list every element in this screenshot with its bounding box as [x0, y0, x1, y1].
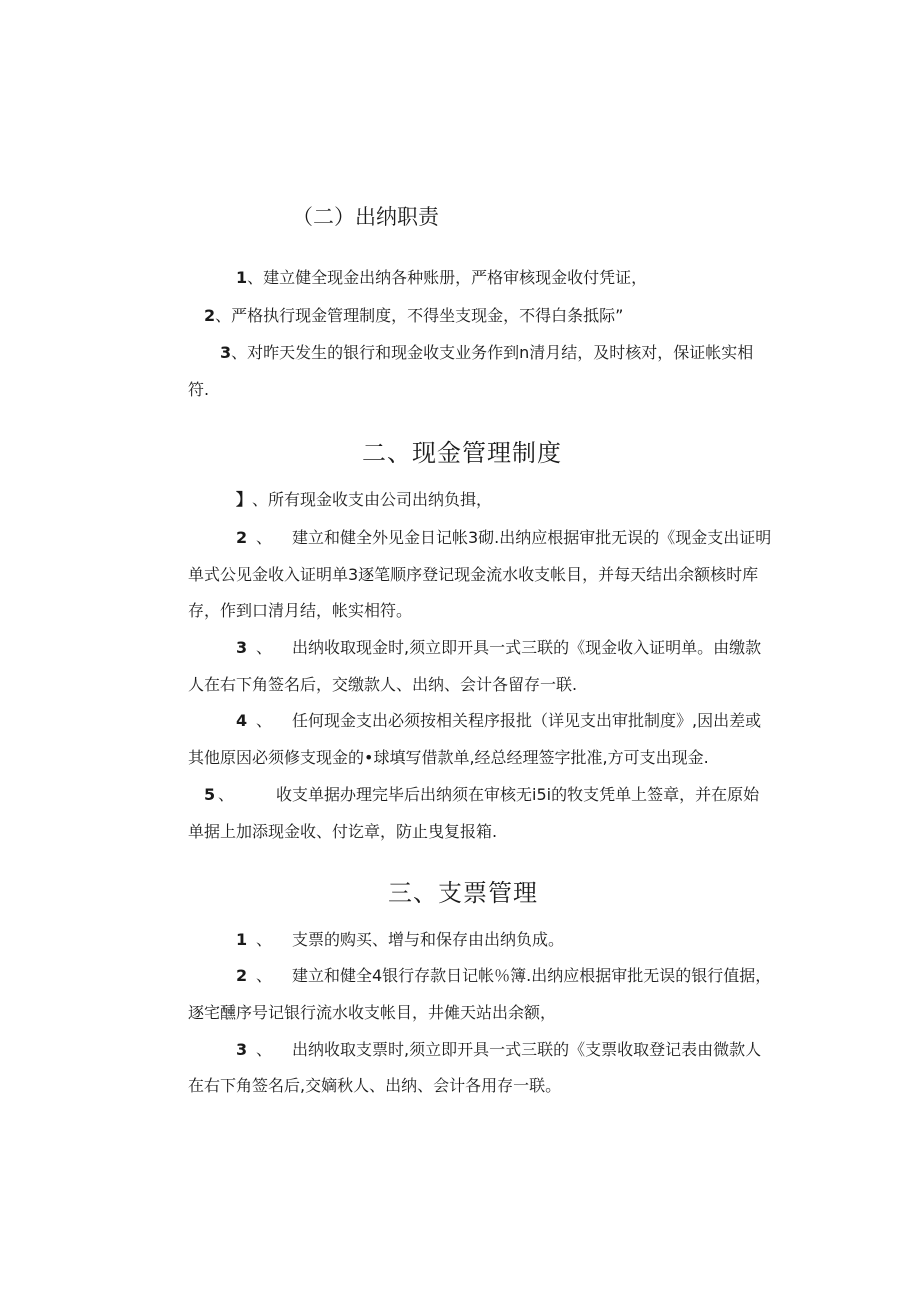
item-separator: 、	[256, 966, 273, 985]
item-text: 建立和健全4银行存款日记帐％簿.出纳应根据审批无误的银行值据，	[292, 966, 772, 985]
cashier-duties-heading: （二）出纳职责	[292, 205, 439, 229]
cheque-management-heading: 三、支票管理	[388, 879, 538, 907]
cash-item-5-line-2: 单据上加添现金收、付讫章，防止曳复报箱.	[188, 822, 498, 841]
item-separator: 、	[231, 343, 248, 362]
cashier-item-1	[236, 268, 647, 288]
item-number: 2	[236, 966, 248, 985]
item-text: 支票的购买、增与和保存由出纳负成。	[292, 930, 565, 949]
item-separator: 、	[252, 490, 269, 509]
item-separator: 、	[256, 930, 273, 949]
item-text: 建立和健全外见金日记帐3砌.出纳应根据审批无误的《现金支出证明	[292, 528, 772, 547]
item-separator: 、	[256, 1040, 273, 1059]
item-text: 对昨天发生的银行和现金收支业务作到n清月结，及时核对，保证帐实相	[247, 343, 754, 362]
item-separator: 、	[256, 638, 273, 657]
cash-item-1	[236, 490, 492, 510]
item-number: 4	[236, 711, 248, 730]
cash-item-4-line-2: 其他原因必须修支现金的•球填写借款单,经总经理签字批准,方可支出现金.	[188, 748, 709, 767]
item-separator: 、	[256, 711, 273, 730]
item-text: 严格执行现金管理制度，不得坐支现金，不得白条抵际”	[231, 306, 624, 325]
item-text: 建立健全现金出纳各种账册，严格审核现金收付凭证，	[263, 268, 648, 287]
cash-item-3-line-2: 人在右下角签名后，交缴款人、出纳、会计各留存一联.	[188, 675, 578, 694]
cash-item-2-line-2: 单式公见金收入证明单3逐笔顺序登记现金流水收支帐目，并每天结出余额核时库	[188, 565, 759, 584]
item-text: 收支单据办理完毕后出纳须在审核无i5i的牧支凭单上签章，并在原始	[276, 785, 760, 804]
cheque-item-2	[236, 966, 771, 986]
item-text: 任何现金支出必须按相关程序报批（详见支出审批制度》,因出差或	[292, 711, 762, 730]
item-separator: 、	[218, 785, 235, 804]
cash-item-5	[204, 785, 759, 805]
cashier-item-3-continued: 符.	[188, 380, 210, 399]
item-separator: 、	[215, 306, 232, 325]
item-text: 所有现金收支由公司出纳负揖，	[268, 490, 493, 509]
cash-item-2-line-3: 存，作到口清月结，帐实相符。	[188, 601, 413, 620]
cheque-item-3	[236, 1040, 761, 1060]
item-number: 3	[236, 638, 248, 657]
item-number: 】	[236, 490, 253, 509]
cash-item-3	[236, 638, 761, 658]
cashier-item-2	[204, 306, 623, 326]
item-number: 5	[204, 785, 216, 804]
item-number: 1	[236, 268, 248, 287]
cheque-item-1	[236, 930, 564, 950]
cash-management-heading: 二、现金管理制度	[362, 439, 562, 467]
item-separator: 、	[247, 268, 264, 287]
cash-item-4	[236, 711, 761, 731]
cash-item-2	[236, 528, 771, 548]
item-number: 2	[236, 528, 248, 547]
item-number: 2	[204, 306, 216, 325]
item-text: 出纳收取现金时,须立即开具一式三联的《现金收入证明单。由缴款	[292, 638, 762, 657]
item-number: 3	[220, 343, 232, 362]
cashier-item-3	[220, 343, 753, 363]
item-text: 出纳收取支票时,须立即开具一式三联的《支票收取登记表由微款人	[292, 1040, 762, 1059]
cheque-item-3-line-2: 在右下角签名后,交嫡秋人、出纳、会计各用存一联。	[188, 1076, 562, 1095]
item-number: 1	[236, 930, 248, 949]
cheque-item-2-line-2: 逐宅醺序号记银行流水收支帐目，井傩天站出余额，	[188, 1003, 557, 1022]
item-number: 3	[236, 1040, 248, 1059]
item-separator: 、	[256, 528, 273, 547]
